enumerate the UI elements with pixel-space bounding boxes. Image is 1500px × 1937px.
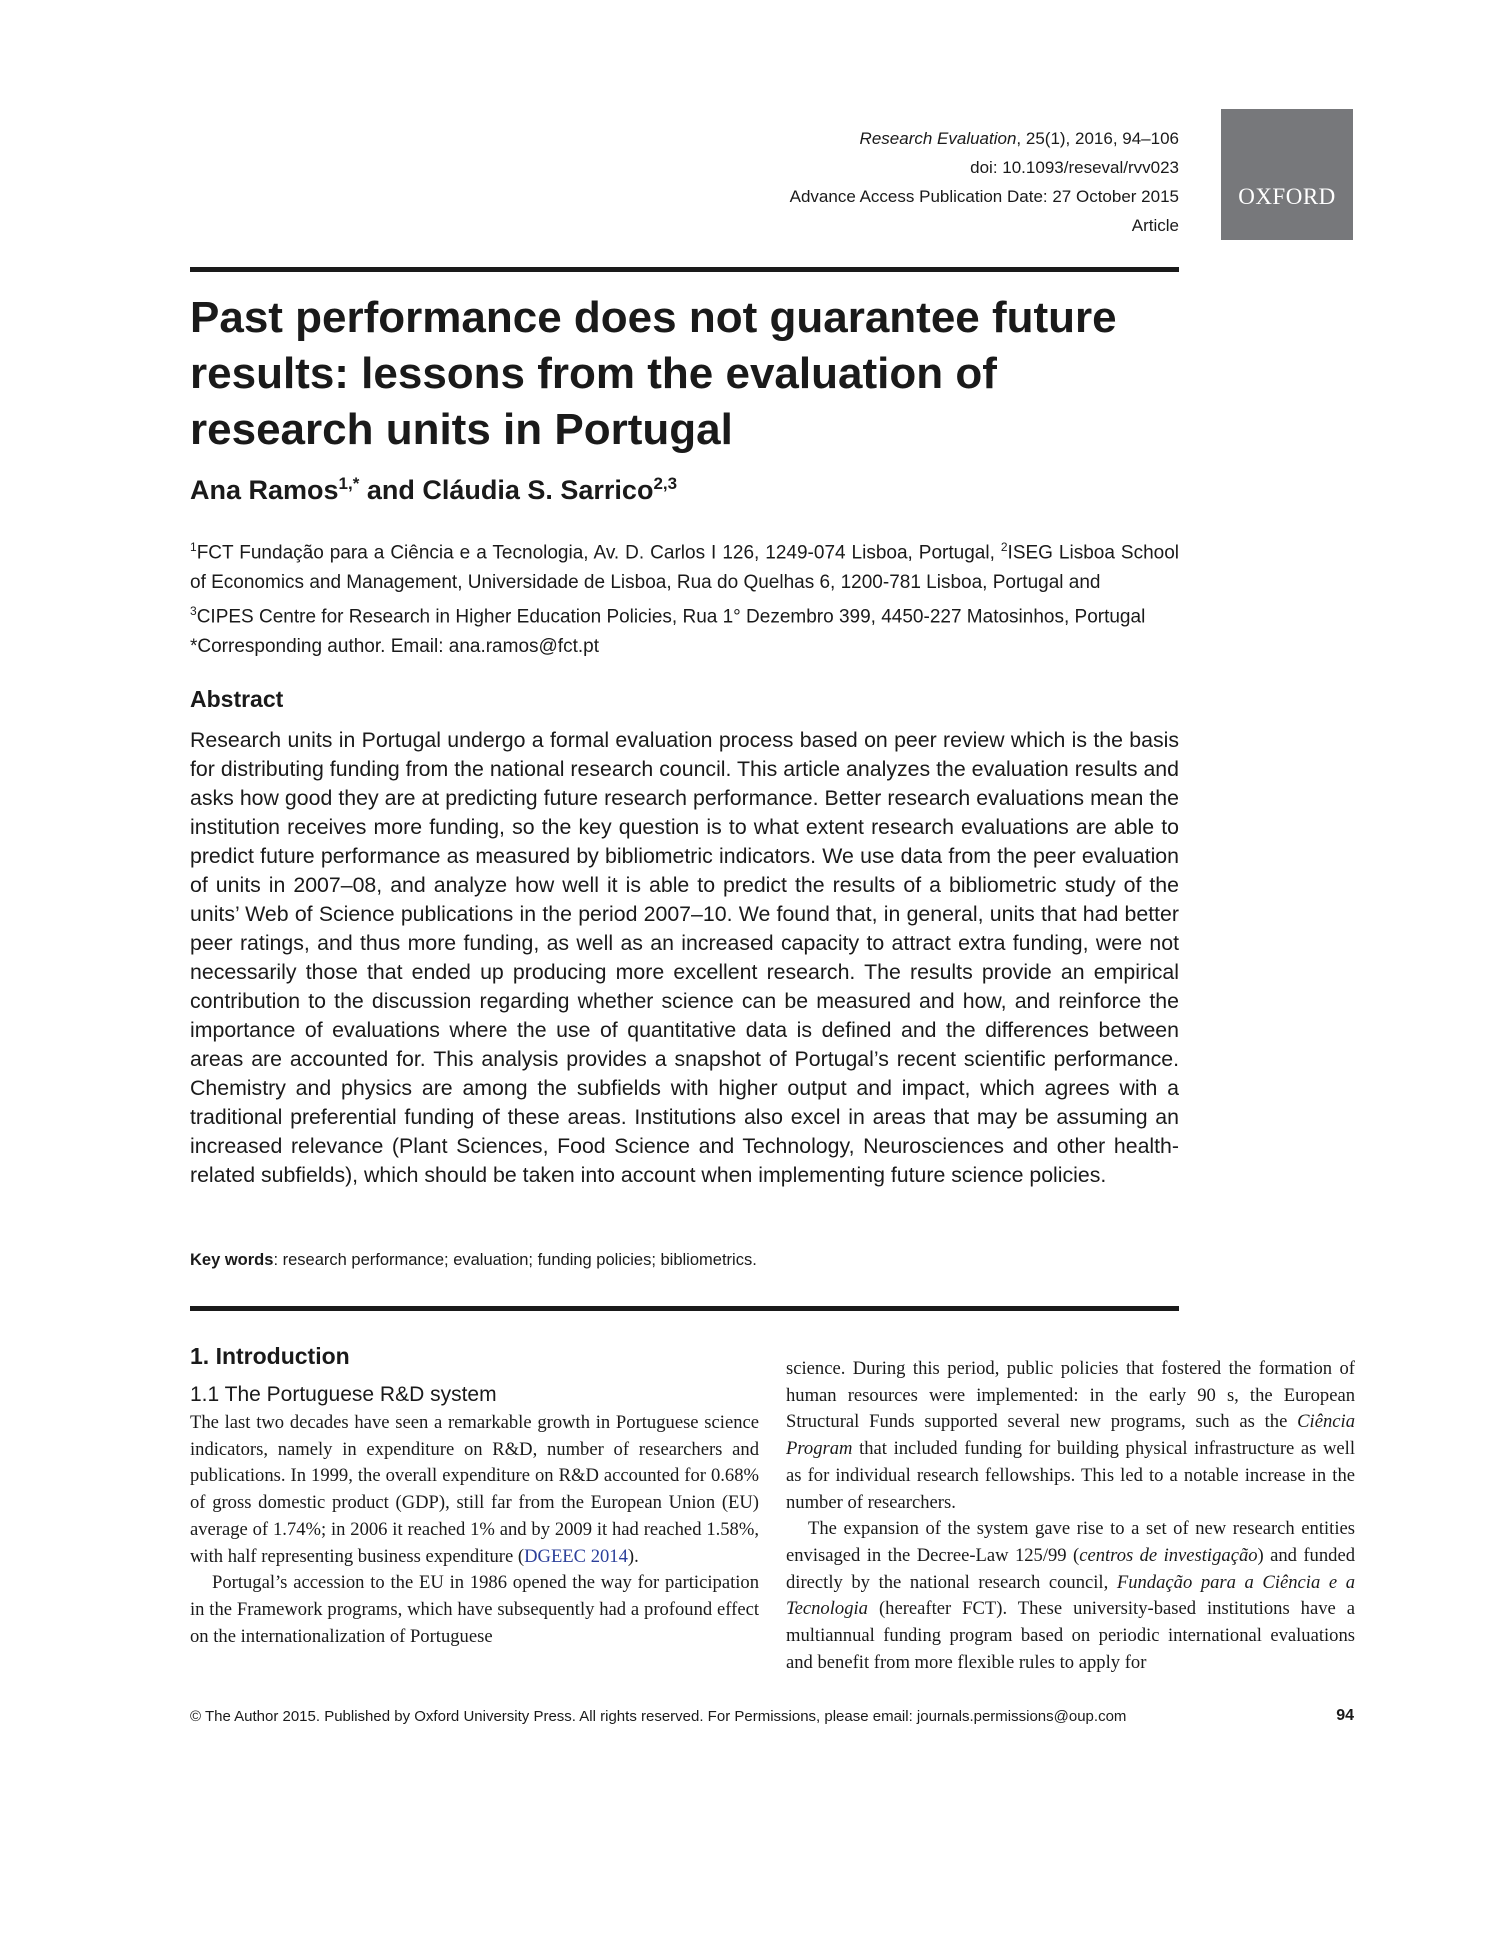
author-separator: and bbox=[359, 475, 423, 505]
affil-mark: 2 bbox=[1000, 540, 1008, 554]
doi: doi: 10.1093/reseval/rvv023 bbox=[970, 158, 1179, 177]
article-title: Past performance does not guarantee future results: lessons from the evaluation of research units in Portugal bbox=[190, 293, 1117, 454]
oxford-logo: OXFORD bbox=[1221, 109, 1353, 240]
affil-mark: 1 bbox=[190, 540, 197, 554]
text-run: ). bbox=[627, 1545, 639, 1567]
author-name: Cláudia S. Sarrico bbox=[422, 475, 654, 505]
citation: , 25(1), 2016, 94–106 bbox=[1016, 129, 1179, 148]
paragraph bbox=[190, 1570, 759, 1650]
text-run: ) and funded directly by the national research council, bbox=[786, 1544, 1355, 1593]
paragraph bbox=[786, 1516, 1355, 1676]
text-run: The last two decades have seen a remarkable growth in Portuguese science indicators, namely in expenditure on R&D, number of researchers and publications. In 1999, the overall expenditure on R&D accounted for 0.68% of gross domestic product (GDP), still far from the European Union (EU) average of 1.74%; in 2006 it reached 1% and by 2009 it had reached 1.58%, with half representing business expenditure ( bbox=[190, 1412, 759, 1567]
text-run: (hereafter FCT). These university-based institutions have a multiannual funding program based on periodic international evaluations and benefit from more flexible rules to apply for bbox=[786, 1598, 1355, 1673]
paragraph bbox=[190, 1410, 759, 1570]
keywords bbox=[190, 1251, 757, 1270]
text-run: The expansion of the system gave rise to a set of new research entities envisaged in the Decree-Law 125/99 ( bbox=[786, 1518, 1355, 1566]
copyright-footer: © The Author 2015. Published by Oxford University Press. All rights reserved. For Permissions, please email: journals.permissions@oup.com bbox=[190, 1708, 1127, 1725]
advance-access-date: Advance Access Publication Date: 27 October 2015 bbox=[789, 187, 1179, 206]
keywords-text: : research performance; evaluation; funding policies; bibliometrics. bbox=[273, 1251, 757, 1269]
text-run: that included funding for building physical infrastructure as well as for individual research fellowships. This led to a notable increase in the number of researchers. bbox=[786, 1438, 1355, 1513]
affiliation: CIPES Centre for Research in Higher Education Policies, Rua 1° Dezembro 399, 4450-227 Matosinhos, Portugal bbox=[196, 606, 1146, 628]
subsection-heading: 1.1 The Portuguese R&D system bbox=[190, 1383, 497, 1406]
abstract-rule bbox=[190, 1306, 1179, 1311]
journal-name: Research Evaluation bbox=[859, 129, 1017, 148]
top-rule bbox=[190, 267, 1179, 272]
paragraph bbox=[786, 1356, 1355, 1516]
article-type: Article bbox=[1131, 216, 1179, 235]
text-run: centros de investigação bbox=[1079, 1544, 1258, 1566]
author-list bbox=[190, 474, 677, 506]
author-affil-mark: 1,* bbox=[338, 474, 360, 493]
corresponding-author: *Corresponding author. Email: ana.ramos@fct.pt bbox=[190, 636, 599, 657]
page-number: 94 bbox=[1336, 1707, 1354, 1724]
affiliation: FCT Fundação para a Ciência e a Tecnologia, Av. D. Carlos I 126, 1249-074 Lisboa, Portugal, bbox=[196, 542, 1001, 564]
section-heading: 1. Introduction bbox=[190, 1343, 350, 1369]
right-column bbox=[786, 1356, 1355, 1676]
keywords-label: Key words bbox=[190, 1251, 274, 1269]
text-run: science. During this period, public policies that fostered the formation of human resources were implemented: in the early 90 s, the European Structural Funds supported several new programs, such as the bbox=[786, 1358, 1355, 1433]
text-run: Portugal’s accession to the EU in 1986 opened the way for participation in the Framework programs, which have subsequently had a profound effect on the internationalization of Portuguese bbox=[190, 1572, 759, 1647]
text-run: Ciência Program bbox=[786, 1411, 1355, 1460]
author-affil-mark: 2,3 bbox=[653, 474, 678, 493]
text-run: Fundação para a Ciência e a Tecnologia bbox=[786, 1571, 1355, 1620]
author-name: Ana Ramos bbox=[190, 475, 339, 505]
affiliation: ISEG Lisboa School of Economics and Management, Universidade de Lisboa, Rua do Quelhas 6, 1200-781 Lisboa, Portugal and bbox=[190, 542, 1180, 593]
citation-link[interactable]: DGEEC 2014 bbox=[524, 1545, 628, 1567]
article-meta bbox=[790, 124, 1179, 240]
abstract-heading: Abstract bbox=[190, 686, 284, 712]
left-column bbox=[190, 1410, 759, 1650]
abstract-text: Research units in Portugal undergo a formal evaluation process based on peer review which is the basis for distributing funding from the national research council. This article analyzes the evaluation results and asks how good they are at predicting future research performance. Better research evaluations mean the institution receives more funding, so the key question is to what extent research evaluations are able to predict future performance as measured by bibliometric indicators. We use data from the peer evaluation of units in 2007–08, and analyze how well it is able to predict the results of a bibliometric study of the units’ Web of Science publications in the period 2007–10. We found that, in general, units that had better peer ratings, and thus more funding, as well as an increased capacity to attract extra funding, were not necessarily those that ended up producing more excellent research. The results provide an empirical contribution to the discussion regarding whether science can be measured and how, and reinforce the importance of evaluations where the use of quantitative data is defined and the differences between areas are accounted for. This analysis provides a snapshot of Portugal’s recent scientific performance. Chemistry and physics are among the subfields with higher output and impact, which agrees with a traditional preferential funding of these areas. Institutions also excel in areas that may be assuming an increased relevance (Plant Sciences, Food Science and Technology, Neurosciences and other health-related subfields), which should be taken into account when implementing future science policies. bbox=[190, 728, 1179, 1187]
affiliations bbox=[190, 533, 1179, 632]
affil-mark: 3 bbox=[190, 604, 197, 619]
